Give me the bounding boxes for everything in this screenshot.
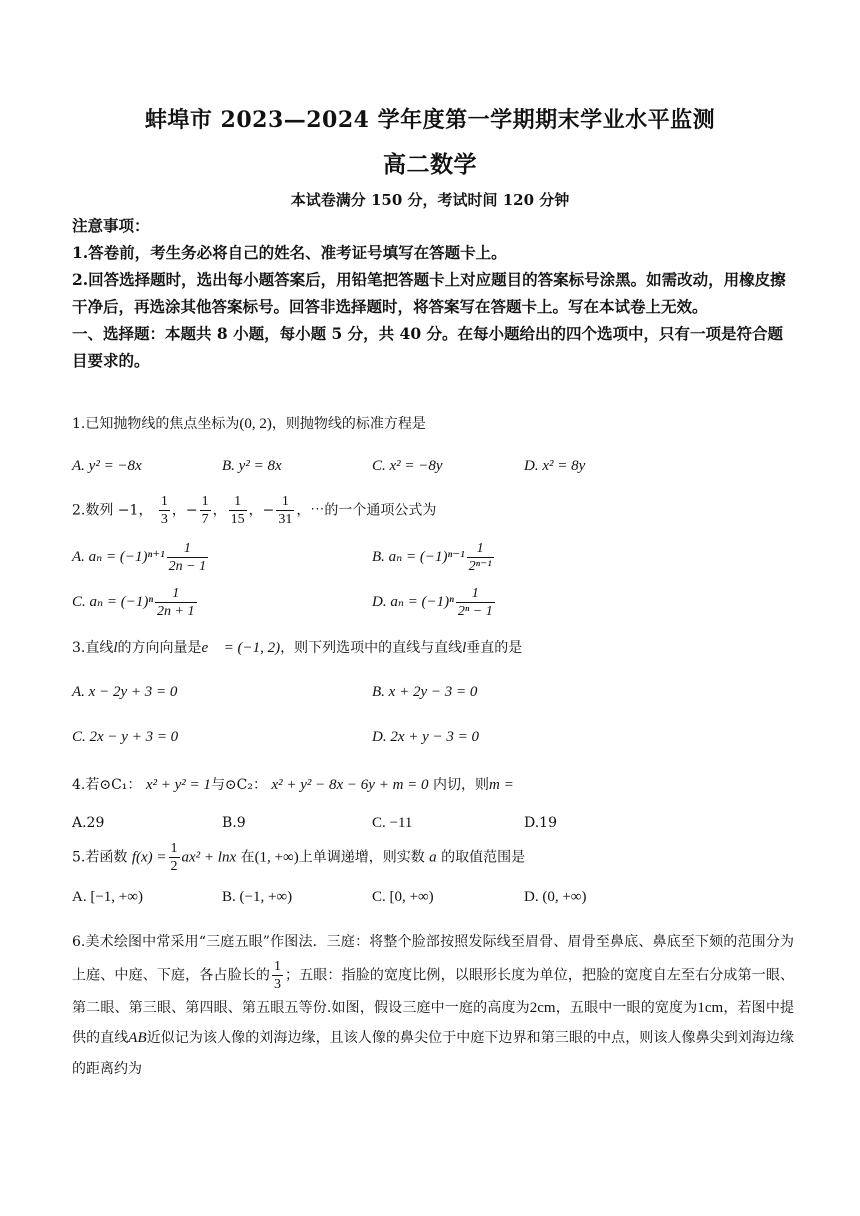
q2-stem: 2.数列 −1， — [72, 502, 153, 519]
exam-title: 蚌埠市 2023—2024 学年度第一学期期末学业水平监测 — [144, 107, 716, 133]
q5-option-b: B. (−1, +∞) — [222, 889, 293, 905]
q2-option-d: D. aₙ = (−1)ⁿ $\frac{1}{\text{2ⁿ − 1}}$ — [372, 586, 493, 619]
q4-option-a: A.29 — [72, 815, 105, 831]
q3-option-b: B. x + 2y − 3 = 0 — [372, 684, 478, 700]
q2-term-2: $\frac{1}{3}$ — [160, 494, 168, 527]
q1-option-d: D. x² = 8y — [524, 458, 586, 474]
q6-fraction: $\frac{1}{3}$ — [274, 958, 281, 992]
q4-circle-2: x² + y² − 8x − 6y + m = 0 — [271, 777, 429, 793]
q1-option-a: A. y² = −8x — [72, 458, 142, 474]
q1-stem-end: ，则抛物线的标准方程是 — [271, 416, 426, 432]
q3-option-a: A. x − 2y + 3 = 0 — [72, 684, 178, 700]
q3-option-c: C. 2x − y + 3 = 0 — [72, 729, 179, 745]
q5-option-d: D. (0, +∞) — [524, 889, 587, 905]
question-2: 2.数列 −1， $\frac{1}{3}$ ，− $\frac{1}{7}$ ， $\frac{1}{15}$ ，− $\frac{1}{31}$ ，⋯的一个通项公式为 — [72, 494, 437, 527]
exam-subject: 高二数学 — [383, 151, 477, 178]
q2-term-5: $\frac{1}{31}$ — [278, 494, 293, 527]
q1-option-c: C. x² = −8y — [372, 458, 443, 474]
question-5: 5.若函数 f(x) = $\frac{1}{2}$ ax² + lnx 在(1, +∞)上单调递增，则实数 a 的取值范围是 — [72, 841, 526, 874]
question-3: 3.直线l的方向向量是e⃗ = (−1, 2)，则下列选项中的直线与直线l垂直的是 — [72, 640, 523, 656]
q5-option-a: A. [−1, +∞) — [72, 889, 143, 905]
q1-option-b: B. y² = 8x — [222, 458, 282, 474]
exam-meta: 本试卷满分 150 分，考试时间 120 分钟 — [290, 191, 570, 209]
notes-item-1: 1.答卷前，考生务必将自己的姓名、准考证号填写在答题卡上。 — [72, 243, 507, 262]
q5-fraction: $\frac{1}{2}$ — [170, 841, 178, 874]
q1-stem: 1.已知抛物线的焦点坐标为 — [72, 416, 240, 432]
q2-option-c: C. aₙ = (−1)ⁿ $\frac{1}{2n + 1}$ — [72, 586, 195, 619]
q2-stem-end: ，⋯的一个通项公式为 — [296, 502, 437, 519]
question-6: 6.美术绘图中常采用“三庭五眼”作图法．三庭：将整个脸部按照发际线至眉骨、眉骨至鼻底、鼻底至下颏的范围分为上庭、中庭、下庭，各占脸长的 $\frac{1}{3}$ ；五眼：指脸的宽度比例，以眼形长度为单位，把脸的宽度自左至右分成第一眼、第二眼、第三眼、第四眼、第五眼五等份.如图，假设三庭中一庭的高度为2cm，五眼中一眼的宽度为1cm，若图中提供的直线AB近似记为该人像的刘海边缘，且该人像的鼻尖位于中庭下边界和第三眼的中点，则该人像鼻尖到刘海边缘的距离约为 — [72, 934, 795, 1077]
notes-heading: 注意事项： — [72, 216, 150, 235]
question-1 — [72, 414, 794, 434]
q1-point: (0, 2) — [239, 416, 272, 432]
instructions — [72, 212, 794, 374]
q3-option-d: D. 2x + y − 3 = 0 — [372, 729, 480, 745]
q5-option-c: C. [0, +∞) — [372, 889, 434, 905]
question-4: 4.若⊙C₁： x² + y² = 1与⊙C₂： x² + y² − 8x − 6y + m = 0 内切，则m = — [72, 777, 514, 793]
q3-vector: e⃗ = (−1, 2) — [201, 640, 281, 656]
q3-line-l: l — [113, 640, 118, 656]
q2-option-a: A. aₙ = (−1)ⁿ⁺¹ $\frac{1}{2n - 1}$ — [72, 541, 207, 574]
q2-option-b: B. aₙ = (−1)ⁿ⁻¹ $\frac{1}{\text{2ⁿ⁻¹}}$ — [372, 541, 492, 574]
section-heading: 一、选择题：本题共 8 小题，每小题 5 分，共 40 分。在每小题给出的四个选项中，只有一项是符合题目要求的。 — [72, 324, 784, 370]
q4-option-c: C. −11 — [372, 815, 413, 831]
q2-term-3: $\frac{1}{7}$ — [201, 494, 209, 527]
notes-item-2: 2.回答选择题时，选出每小题答案后，用铅笔把答题卡上对应题目的答案标号涂黑。如需改动，用橡皮擦干净后，再选涂其他答案标号。回答非选择题时，将答案写在答题卡上。写在本试卷上无效。 — [72, 270, 786, 316]
q2-term-4: $\frac{1}{15}$ — [230, 494, 245, 527]
q4-circle-1: x² + y² = 1 — [145, 777, 211, 793]
q4-option-b: B.9 — [222, 815, 246, 831]
q4-option-d: D.19 — [524, 815, 557, 831]
